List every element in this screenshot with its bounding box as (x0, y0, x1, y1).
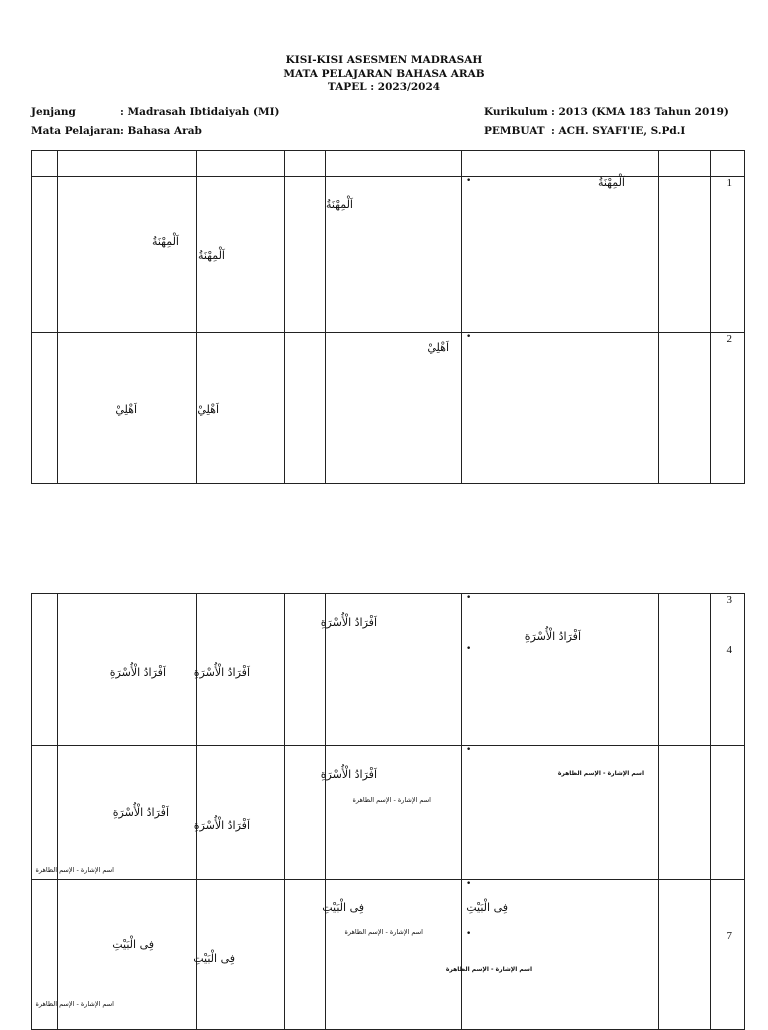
table-header-row (32, 151, 745, 177)
mapel-label: Mata Pelajaran (31, 125, 121, 137)
list-bullet: • (466, 176, 472, 186)
arabic-text: اَفْرَادُ الْأُسْرَةِ (320, 616, 377, 629)
row-number: 3 (726, 594, 732, 606)
arabic-text: اَلْمِهْنَةُ (597, 176, 625, 189)
arabic-text: فِى الْبَيْتِ (322, 901, 364, 914)
list-bullet: • (466, 745, 472, 755)
document-title (0, 54, 768, 95)
arabic-text: اَفْرَادُ الْأُسْرَةِ (109, 666, 166, 679)
jenjang-value: : Madrasah Ibtidaiyah (MI) (120, 106, 280, 118)
arabic-note: اسم الإشارة - الإسم الظاهرة (35, 1000, 114, 1008)
arabic-note: اسم الإشارة - الإسم الظاهرة (557, 770, 644, 777)
arabic-text: اَلْمِهْنَةُ (197, 249, 225, 262)
arabic-text: اَلْمِهْنَةُ (151, 235, 179, 248)
arabic-text: اَفْرَادُ الْأُسْرَةِ (193, 666, 250, 679)
meta-mapel (31, 125, 202, 137)
row-number: 7 (726, 930, 732, 942)
arabic-text: اَفْرَادُ الْأُسْرَةِ (193, 819, 250, 832)
arabic-text: اَهْلِيْ (197, 403, 219, 416)
table-row (32, 333, 745, 484)
table-row (32, 746, 745, 880)
kurikulum-label: Kurikulum (484, 106, 548, 118)
arabic-text: اَفْرَادُ الْأُسْرَةِ (112, 806, 169, 819)
table-row (32, 177, 745, 333)
list-bullet: • (466, 929, 472, 939)
pembuat-value: : ACH. SYAFI'IE, S.Pd.I (551, 125, 686, 137)
kurikulum-value: : 2013 (KMA 183 Tahun 2019) (551, 106, 729, 118)
list-bullet: • (466, 644, 472, 654)
row-number: 2 (726, 333, 732, 345)
jenjang-label: Jenjang (31, 106, 76, 118)
arabic-note: اسم الإشارة - الإسم الظاهرة (35, 866, 114, 874)
arabic-text: اَلْمِهْنَةُ (325, 198, 353, 211)
arabic-text: فِى الْبَيْتِ (466, 901, 508, 914)
arabic-text: اَهْلِيْ (115, 403, 137, 416)
arabic-note: اسم الإشارة - الإسم الظاهرة (352, 796, 431, 804)
meta-jenjang (31, 106, 280, 118)
arabic-text: اَفْرَادُ الْأُسْرَةِ (524, 630, 581, 643)
row-number: 4 (726, 644, 732, 656)
arabic-text: فِى الْبَيْتِ (193, 952, 235, 965)
grid-table-1 (31, 150, 745, 484)
list-bullet: • (466, 593, 472, 603)
arabic-text: اَفْرَادُ الْأُسْرَةِ (320, 768, 377, 781)
grid-table-2 (31, 593, 745, 1030)
list-bullet: • (466, 879, 472, 889)
pembuat-label: PEMBUAT (484, 125, 545, 137)
meta-pembuat (484, 125, 685, 137)
list-bullet: • (466, 332, 472, 342)
arabic-text: فِى الْبَيْتِ (112, 938, 154, 951)
title-line-2: MATA PELAJARAN BAHASA ARAB (283, 67, 485, 80)
arabic-text: اَهْلِيْ (427, 341, 449, 354)
row-number: 1 (726, 177, 732, 189)
meta-kurikulum (484, 106, 729, 118)
table-row (32, 880, 745, 1030)
arabic-note: اسم الإشارة - الإسم الظاهرة (344, 928, 423, 936)
mapel-value: : Bahasa Arab (120, 125, 202, 137)
title-line-3: TAPEL : 2023/2024 (327, 81, 441, 93)
table-row (32, 594, 745, 746)
arabic-note: اسم الإشارة - الإسم الظاهرة (445, 966, 532, 973)
title-line-1: KISI-KISI ASESMEN MADRASAH (285, 54, 483, 66)
